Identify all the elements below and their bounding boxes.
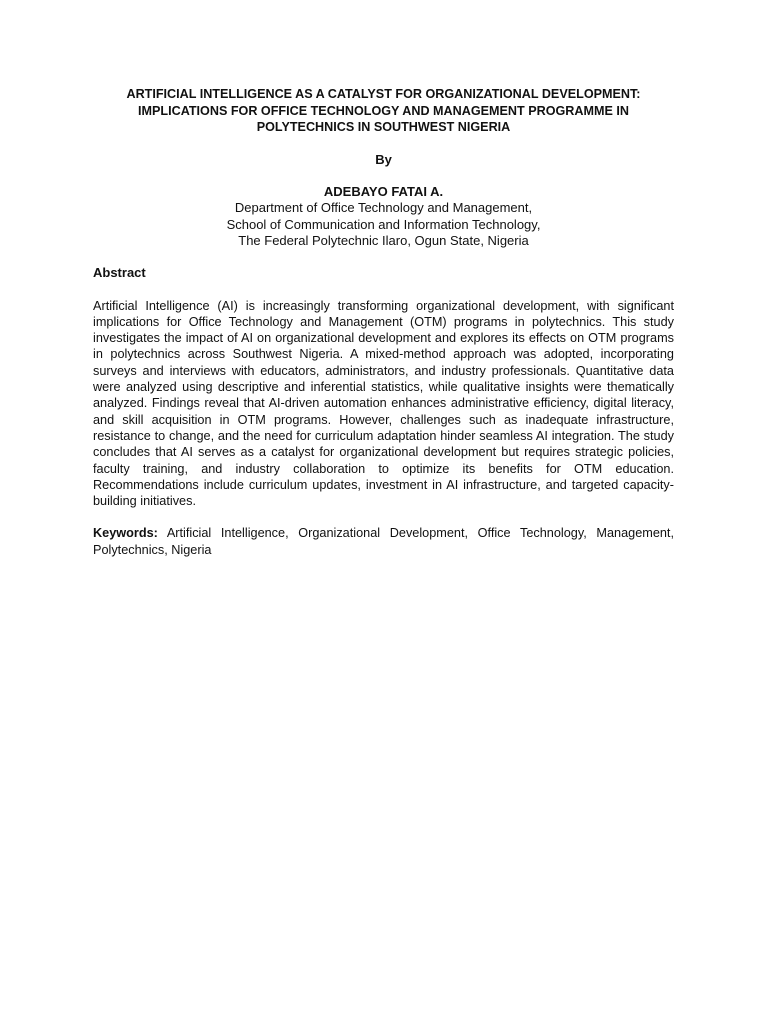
author-department: Department of Office Technology and Management, bbox=[234, 200, 533, 216]
abstract-heading: Abstract bbox=[93, 265, 146, 281]
paper-title: ARTIFICIAL INTELLIGENCE AS A CATALYST FOR ORGANIZATIONAL DEVELOPMENT: IMPLICATIONS FOR OFFICE TECHNOLOGY AND MANAGEMENT PROGRAMME IN POLYTECHNICS IN SOUTHWEST NIGERIA bbox=[126, 87, 641, 135]
author-school: School of Communication and Information Technology, bbox=[226, 216, 541, 232]
keywords-text: Artificial Intelligence, Organizational Development, Office Technology, Management, Polytechnics, Nigeria bbox=[93, 526, 674, 557]
author-institution: The Federal Polytechnic Ilaro, Ogun State, Nigeria bbox=[238, 232, 529, 248]
keywords-label: Keywords: bbox=[93, 526, 158, 541]
abstract-text: Artificial Intelligence (AI) is increasingly transforming organizational development, with significant implications for Office Technology and Management (OTM) programs in polytechnics. This study investigates the impact of AI on organizational development and explores its effects on OTM programs in polytechnics across Southwest Nigeria. A mixed-method approach was adopted, incorporating surveys and interviews with educators, administrators, and industry professionals. Quantitative data were analyzed using descriptive and inferential statistics, while qualitative insights were thematically analyzed. Findings reveal that AI-driven automation enhances administrative efficiency, digital literacy, and skill acquisition in OTM programs. However, challenges such as inadequate infrastructure, resistance to change, and the need for curriculum adaptation hinder seamless AI integration. The study concludes that AI serves as a catalyst for organizational development but requires strategic policies, faculty training, and industry collaboration to optimize its benefits for OTM education. Recommendations include curriculum updates, investment in AI infrastructure, and targeted capacity-building initiatives. bbox=[93, 298, 674, 509]
author-block bbox=[93, 184, 674, 249]
keywords-paragraph bbox=[93, 525, 674, 558]
by-line: By bbox=[375, 151, 392, 167]
paper-page bbox=[93, 86, 674, 571]
author-name: ADEBAYO FATAI A. bbox=[323, 184, 444, 200]
